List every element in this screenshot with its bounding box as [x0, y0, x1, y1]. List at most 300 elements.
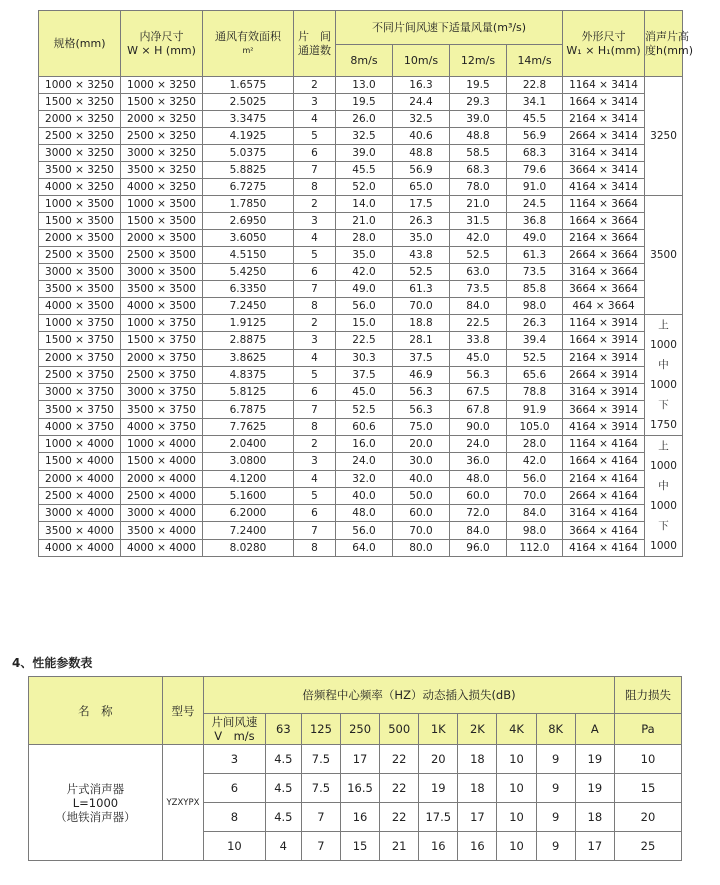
speed-header-8: 8m/s	[336, 45, 393, 77]
channels-cell: 4	[294, 111, 336, 128]
spec-cell: 2500 × 3750	[39, 366, 121, 383]
airflow-14-cell: 24.5	[507, 196, 563, 213]
airflow-8-cell: 21.0	[336, 213, 393, 230]
product-name-cell	[29, 745, 163, 861]
inner-size-cell: 1500 × 3750	[121, 332, 203, 349]
table-row	[39, 213, 683, 230]
loss-cell: 4	[265, 832, 301, 861]
loss-cell: 18	[458, 745, 497, 774]
airflow-12-cell: 24.0	[450, 436, 507, 453]
outer-size-cell: 3664 × 4164	[563, 522, 645, 539]
section-heading: 4、性能参数表	[12, 656, 93, 670]
table-row	[39, 332, 683, 349]
outer-size-cell: 3664 × 3414	[563, 162, 645, 179]
area-cell: 5.4250	[203, 264, 294, 281]
airflow-10-cell: 75.0	[393, 418, 450, 435]
inner-size-cell: 3500 × 3750	[121, 401, 203, 418]
inner-size-header: 内净尺寸 W × H (mm)	[121, 11, 203, 77]
channels-cell: 6	[294, 264, 336, 281]
channels-cell: 5	[294, 128, 336, 145]
inner-size-cell: 1500 × 3500	[121, 213, 203, 230]
airflow-14-cell: 84.0	[507, 505, 563, 522]
resistance-cell: 15	[614, 774, 681, 803]
airflow-12-cell: 48.8	[450, 128, 507, 145]
loss-cell: 9	[536, 745, 575, 774]
table-row	[39, 315, 683, 332]
outer-size-header: 外形尺寸 W₁ × H₁(mm)	[563, 11, 645, 77]
inner-size-cell: 1000 × 3250	[121, 77, 203, 94]
airflow-8-cell: 40.0	[336, 487, 393, 504]
loss-cell: 10	[497, 774, 536, 803]
area-cell: 6.3350	[203, 281, 294, 298]
resistance-header: 阻力损失	[614, 677, 681, 714]
inner-size-cell: 1000 × 3750	[121, 315, 203, 332]
airflow-8-cell: 14.0	[336, 196, 393, 213]
table-row	[39, 384, 683, 401]
area-cell: 4.8375	[203, 366, 294, 383]
airflow-8-cell: 26.0	[336, 111, 393, 128]
name-header: 名 称	[29, 677, 163, 745]
airflow-12-cell: 68.3	[450, 162, 507, 179]
outer-size-cell: 1664 × 3414	[563, 94, 645, 111]
table-row	[39, 264, 683, 281]
table-row	[39, 470, 683, 487]
airflow-10-cell: 56.3	[393, 401, 450, 418]
inner-size-cell: 1000 × 4000	[121, 436, 203, 453]
spec-cell: 3500 × 3750	[39, 401, 121, 418]
channels-cell: 2	[294, 436, 336, 453]
channels-cell: 6	[294, 384, 336, 401]
outer-size-cell: 2164 × 4164	[563, 470, 645, 487]
airflow-10-cell: 48.8	[393, 145, 450, 162]
table-row	[39, 522, 683, 539]
loss-cell: 9	[536, 774, 575, 803]
airflow-10-cell: 70.0	[393, 522, 450, 539]
spec-cell: 1000 × 4000	[39, 436, 121, 453]
outer-size-cell: 4164 × 3414	[563, 179, 645, 196]
airflow-12-cell: 31.5	[450, 213, 507, 230]
airflow-12-cell: 48.0	[450, 470, 507, 487]
airflow-8-cell: 60.6	[336, 418, 393, 435]
loss-cell: 22	[380, 803, 419, 832]
area-cell: 3.6050	[203, 230, 294, 247]
outer-size-cell: 3664 × 3664	[563, 281, 645, 298]
table-row	[39, 111, 683, 128]
airflow-10-cell: 50.0	[393, 487, 450, 504]
channels-cell: 8	[294, 418, 336, 435]
loss-cell: 16	[340, 803, 379, 832]
channels-cell: 5	[294, 487, 336, 504]
outer-size-cell: 2664 × 3664	[563, 247, 645, 264]
spec-cell: 1500 × 3250	[39, 94, 121, 111]
model-header: 型号	[162, 677, 203, 745]
spec-cell: 2500 × 3250	[39, 128, 121, 145]
frequency-group-header: 倍频程中心频率（HZ）动态插入损失(dB)	[204, 677, 615, 714]
spec-cell: 2000 × 3750	[39, 349, 121, 366]
unit-header: Pa	[614, 714, 681, 745]
baffle-height-line: 中1000	[650, 359, 677, 391]
speed-header: 片间风速 V m/s	[204, 714, 266, 745]
airflow-12-cell: 78.0	[450, 179, 507, 196]
loss-cell: 19	[575, 745, 614, 774]
airflow-10-cell: 17.5	[393, 196, 450, 213]
outer-size-cell: 2164 × 3914	[563, 349, 645, 366]
spec-cell: 3000 × 3750	[39, 384, 121, 401]
area-cell: 6.7275	[203, 179, 294, 196]
outer-size-cell: 1164 × 3414	[563, 77, 645, 94]
airflow-8-cell: 39.0	[336, 145, 393, 162]
airflow-8-cell: 56.0	[336, 522, 393, 539]
area-cell: 5.0375	[203, 145, 294, 162]
airflow-8-cell: 22.5	[336, 332, 393, 349]
inner-size-cell: 2000 × 4000	[121, 470, 203, 487]
airflow-10-cell: 80.0	[393, 539, 450, 556]
loss-cell: 17	[458, 803, 497, 832]
airflow-8-cell: 19.5	[336, 94, 393, 111]
outer-size-cell: 1664 × 4164	[563, 453, 645, 470]
area-cell: 2.8875	[203, 332, 294, 349]
airflow-12-cell: 84.0	[450, 522, 507, 539]
frequency-header: 8K	[536, 714, 575, 745]
table-row	[39, 349, 683, 366]
outer-size-cell: 1164 × 3914	[563, 315, 645, 332]
airflow-12-cell: 96.0	[450, 539, 507, 556]
area-cell: 2.6950	[203, 213, 294, 230]
channels-cell: 4	[294, 349, 336, 366]
inner-size-cell: 1000 × 3500	[121, 196, 203, 213]
area-cell: 2.5025	[203, 94, 294, 111]
inner-size-cell: 2500 × 3500	[121, 247, 203, 264]
inner-size-cell: 2000 × 3750	[121, 349, 203, 366]
airflow-12-cell: 84.0	[450, 298, 507, 315]
airflow-group-header: 不同片间风速下适量风量(m³/s)	[336, 11, 563, 45]
airflow-10-cell: 46.9	[393, 366, 450, 383]
airflow-14-cell: 42.0	[507, 453, 563, 470]
loss-cell: 16	[458, 832, 497, 861]
spec-cell: 1000 × 3750	[39, 315, 121, 332]
outer-size-cell: 3164 × 3664	[563, 264, 645, 281]
resistance-cell: 20	[614, 803, 681, 832]
baffle-height-line: 中1000	[650, 480, 677, 512]
airflow-8-cell: 56.0	[336, 298, 393, 315]
spec-cell: 4000 × 3750	[39, 418, 121, 435]
airflow-10-cell: 70.0	[393, 298, 450, 315]
loss-cell: 10	[497, 832, 536, 861]
table-row	[39, 436, 683, 453]
inner-size-cell: 2000 × 3500	[121, 230, 203, 247]
airflow-14-cell: 39.4	[507, 332, 563, 349]
outer-size-cell: 2664 × 4164	[563, 487, 645, 504]
outer-size-cell: 4164 × 4164	[563, 539, 645, 556]
outer-size-cell: 2664 × 3914	[563, 366, 645, 383]
resistance-cell: 10	[614, 745, 681, 774]
speed-header-12: 12m/s	[450, 45, 507, 77]
inner-size-cell: 1500 × 4000	[121, 453, 203, 470]
performance-table	[28, 676, 682, 861]
airflow-12-cell: 56.3	[450, 366, 507, 383]
frequency-header: A	[575, 714, 614, 745]
loss-cell: 10	[497, 745, 536, 774]
channels-cell: 3	[294, 213, 336, 230]
spec-header: 规格(mm)	[39, 11, 121, 77]
airflow-8-cell: 32.0	[336, 470, 393, 487]
loss-cell: 10	[497, 803, 536, 832]
area-cell: 5.8125	[203, 384, 294, 401]
channels-cell: 2	[294, 77, 336, 94]
outer-size-cell: 3164 × 3414	[563, 145, 645, 162]
baffle-height-line: 下1000	[650, 520, 677, 552]
baffle-height-line: 3500	[650, 249, 677, 261]
baffle-height-cell	[645, 436, 683, 557]
inner-size-cell: 2500 × 4000	[121, 487, 203, 504]
baffle-height-line: 上1000	[650, 319, 677, 351]
spec-cell: 1000 × 3500	[39, 196, 121, 213]
inner-size-cell: 3500 × 3250	[121, 162, 203, 179]
airflow-12-cell: 42.0	[450, 230, 507, 247]
area-cell: 4.1925	[203, 128, 294, 145]
channels-cell: 8	[294, 179, 336, 196]
channels-cell: 3	[294, 94, 336, 111]
airflow-14-cell: 56.0	[507, 470, 563, 487]
airflow-14-cell: 70.0	[507, 487, 563, 504]
speed-cell: 10	[204, 832, 266, 861]
loss-cell: 16.5	[340, 774, 379, 803]
channels-cell: 8	[294, 539, 336, 556]
airflow-10-cell: 40.0	[393, 470, 450, 487]
inner-size-cell: 3000 × 3750	[121, 384, 203, 401]
airflow-14-cell: 105.0	[507, 418, 563, 435]
product-name-line: （地铁消声器）	[55, 809, 136, 824]
area-cell: 4.1200	[203, 470, 294, 487]
outer-size-cell: 1664 × 3914	[563, 332, 645, 349]
airflow-10-cell: 37.5	[393, 349, 450, 366]
performance-table-body	[29, 745, 682, 861]
channels-cell: 7	[294, 162, 336, 179]
table-row	[39, 94, 683, 111]
channels-cell: 4	[294, 470, 336, 487]
channels-cell: 6	[294, 145, 336, 162]
outer-size-cell: 2164 × 3664	[563, 230, 645, 247]
airflow-8-cell: 48.0	[336, 505, 393, 522]
inner-size-cell: 3000 × 4000	[121, 505, 203, 522]
inner-size-cell: 2000 × 3250	[121, 111, 203, 128]
airflow-14-cell: 79.6	[507, 162, 563, 179]
channels-cell: 6	[294, 505, 336, 522]
airflow-14-cell: 26.3	[507, 315, 563, 332]
spec-cell: 3500 × 4000	[39, 522, 121, 539]
area-cell: 3.3475	[203, 111, 294, 128]
area-cell: 4.5150	[203, 247, 294, 264]
table-row	[39, 401, 683, 418]
table-row	[39, 281, 683, 298]
airflow-10-cell: 16.3	[393, 77, 450, 94]
table-row	[39, 128, 683, 145]
airflow-8-cell: 52.0	[336, 179, 393, 196]
airflow-12-cell: 21.0	[450, 196, 507, 213]
airflow-8-cell: 30.3	[336, 349, 393, 366]
spec-cell: 3000 × 4000	[39, 505, 121, 522]
airflow-10-cell: 61.3	[393, 281, 450, 298]
area-cell: 8.0280	[203, 539, 294, 556]
product-name-line: L=1000	[72, 795, 119, 810]
spec-cell: 1000 × 3250	[39, 77, 121, 94]
loss-cell: 9	[536, 832, 575, 861]
channels-cell: 2	[294, 196, 336, 213]
inner-size-cell: 4000 × 4000	[121, 539, 203, 556]
airflow-14-cell: 98.0	[507, 522, 563, 539]
spec-cell: 2000 × 4000	[39, 470, 121, 487]
outer-size-cell: 3164 × 4164	[563, 505, 645, 522]
airflow-10-cell: 56.3	[393, 384, 450, 401]
airflow-8-cell: 42.0	[336, 264, 393, 281]
baffle-height-cell	[645, 77, 683, 196]
airflow-10-cell: 60.0	[393, 505, 450, 522]
loss-cell: 7	[301, 832, 340, 861]
airflow-14-cell: 112.0	[507, 539, 563, 556]
airflow-8-cell: 52.5	[336, 401, 393, 418]
airflow-12-cell: 67.8	[450, 401, 507, 418]
airflow-10-cell: 18.8	[393, 315, 450, 332]
outer-size-cell: 3164 × 3914	[563, 384, 645, 401]
inner-size-cell: 4000 × 3500	[121, 298, 203, 315]
airflow-8-cell: 45.0	[336, 384, 393, 401]
airflow-12-cell: 60.0	[450, 487, 507, 504]
baffle-height-header: 消声片高 度h(mm)	[645, 11, 683, 77]
spec-cell: 4000 × 3500	[39, 298, 121, 315]
inner-size-cell: 3000 × 3250	[121, 145, 203, 162]
spec-cell: 1500 × 4000	[39, 453, 121, 470]
table-row	[39, 366, 683, 383]
airflow-12-cell: 63.0	[450, 264, 507, 281]
table-row	[39, 162, 683, 179]
frequency-header: 125	[301, 714, 340, 745]
frequency-header: 1K	[419, 714, 458, 745]
area-cell: 5.8825	[203, 162, 294, 179]
area-cell: 2.0400	[203, 436, 294, 453]
airflow-10-cell: 52.5	[393, 264, 450, 281]
airflow-14-cell: 85.8	[507, 281, 563, 298]
resistance-cell: 25	[614, 832, 681, 861]
airflow-14-cell: 68.3	[507, 145, 563, 162]
loss-cell: 19	[419, 774, 458, 803]
baffle-height-cell	[645, 196, 683, 315]
airflow-8-cell: 45.5	[336, 162, 393, 179]
outer-size-cell: 2164 × 3414	[563, 111, 645, 128]
airflow-14-cell: 73.5	[507, 264, 563, 281]
channels-cell: 5	[294, 247, 336, 264]
area-cell: 1.9125	[203, 315, 294, 332]
airflow-10-cell: 26.3	[393, 213, 450, 230]
table-row	[39, 298, 683, 315]
area-cell: 7.2400	[203, 522, 294, 539]
frequency-header: 2K	[458, 714, 497, 745]
channels-cell: 7	[294, 401, 336, 418]
table-row	[39, 247, 683, 264]
airflow-8-cell: 32.5	[336, 128, 393, 145]
loss-cell: 4.5	[265, 803, 301, 832]
spec-table-body	[39, 77, 683, 557]
table-row	[29, 745, 682, 774]
loss-cell: 4.5	[265, 774, 301, 803]
table-row	[39, 487, 683, 504]
airflow-12-cell: 19.5	[450, 77, 507, 94]
airflow-14-cell: 61.3	[507, 247, 563, 264]
airflow-8-cell: 13.0	[336, 77, 393, 94]
loss-cell: 17.5	[419, 803, 458, 832]
airflow-12-cell: 90.0	[450, 418, 507, 435]
spec-cell: 4000 × 4000	[39, 539, 121, 556]
spec-cell: 2000 × 3250	[39, 111, 121, 128]
outer-size-cell: 1164 × 3664	[563, 196, 645, 213]
airflow-10-cell: 32.5	[393, 111, 450, 128]
area-cell: 7.7625	[203, 418, 294, 435]
speed-cell: 6	[204, 774, 266, 803]
airflow-14-cell: 22.8	[507, 77, 563, 94]
outer-size-cell: 4164 × 3914	[563, 418, 645, 435]
spec-table	[38, 10, 694, 557]
baffle-height-line: 下1750	[650, 399, 677, 431]
channels-cell: 3	[294, 332, 336, 349]
airflow-12-cell: 58.5	[450, 145, 507, 162]
inner-size-cell: 2500 × 3750	[121, 366, 203, 383]
airflow-12-cell: 45.0	[450, 349, 507, 366]
area-cell: 6.2000	[203, 505, 294, 522]
outer-size-cell: 464 × 3664	[563, 298, 645, 315]
airflow-14-cell: 65.6	[507, 366, 563, 383]
airflow-8-cell: 24.0	[336, 453, 393, 470]
airflow-8-cell: 16.0	[336, 436, 393, 453]
model-cell: YZXYPX	[162, 745, 203, 861]
product-name-line: 片式消声器	[66, 781, 125, 796]
area-cell: 3.0800	[203, 453, 294, 470]
outer-size-cell: 2664 × 3414	[563, 128, 645, 145]
frequency-header: 250	[340, 714, 379, 745]
spec-cell: 2000 × 3500	[39, 230, 121, 247]
airflow-8-cell: 15.0	[336, 315, 393, 332]
loss-cell: 16	[419, 832, 458, 861]
airflow-14-cell: 78.8	[507, 384, 563, 401]
table-row	[39, 418, 683, 435]
channels-cell: 3	[294, 453, 336, 470]
speed-cell: 8	[204, 803, 266, 832]
channels-cell: 7	[294, 281, 336, 298]
airflow-12-cell: 73.5	[450, 281, 507, 298]
table-row	[39, 539, 683, 556]
area-cell: 3.8625	[203, 349, 294, 366]
table-row	[39, 145, 683, 162]
airflow-8-cell: 35.0	[336, 247, 393, 264]
loss-cell: 9	[536, 803, 575, 832]
spec-cell: 3000 × 3500	[39, 264, 121, 281]
airflow-8-cell: 28.0	[336, 230, 393, 247]
inner-size-cell: 4000 × 3750	[121, 418, 203, 435]
airflow-14-cell: 36.8	[507, 213, 563, 230]
outer-size-cell: 1664 × 3664	[563, 213, 645, 230]
airflow-10-cell: 20.0	[393, 436, 450, 453]
loss-cell: 21	[380, 832, 419, 861]
loss-cell: 15	[340, 832, 379, 861]
table-row	[39, 179, 683, 196]
inner-size-cell: 3000 × 3500	[121, 264, 203, 281]
airflow-12-cell: 52.5	[450, 247, 507, 264]
loss-cell: 7.5	[301, 745, 340, 774]
airflow-10-cell: 28.1	[393, 332, 450, 349]
inner-size-cell: 2500 × 3250	[121, 128, 203, 145]
loss-cell: 7	[301, 803, 340, 832]
airflow-14-cell: 45.5	[507, 111, 563, 128]
frequency-header: 4K	[497, 714, 536, 745]
airflow-10-cell: 56.9	[393, 162, 450, 179]
